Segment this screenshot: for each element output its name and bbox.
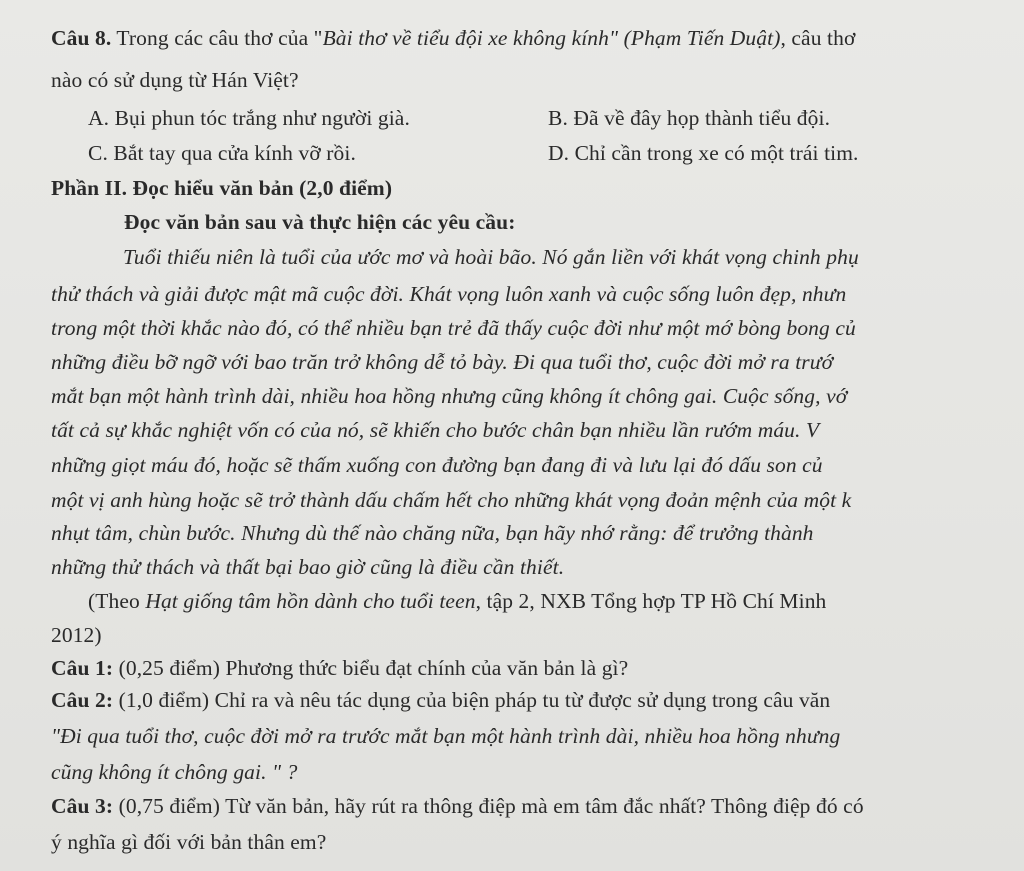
passage-line-6: tất cả sự khắc nghiệt vốn có của nó, sẽ khiến cho bước chân bạn nhiều lần rướm máu. V — [51, 418, 820, 442]
q3-text: (0,75 điểm) Từ văn bản, hãy rút ra thông điệp mà em tâm đắc nhất? Thông điệp đó có — [113, 794, 864, 818]
q2-label: Câu 2: — [51, 688, 114, 712]
passage-line-1: Tuổi thiếu niên là tuổi của ước mơ và hoài bão. Nó gắn liền với khát vọng chinh phụ — [123, 245, 859, 269]
q3-label: Câu 3: — [51, 794, 114, 818]
q8-option-a: A. Bụi phun tóc trắng như người già. — [88, 106, 410, 130]
q8-poem-title: Bài thơ về tiểu đội xe không kính — [322, 26, 609, 50]
passage-line-10: những thử thách và thất bại bao giờ cũng là điều cần thiết. — [51, 555, 565, 579]
q8-option-d: D. Chỉ cần trong xe có một trái tim. — [548, 141, 859, 165]
q2-text: (1,0 điểm) Chỉ ra và nêu tác dụng của biện pháp tu từ được sử dụng trong câu văn — [113, 688, 831, 712]
q8-label: Câu 8. — [51, 26, 112, 50]
q1-label: Câu 1: — [51, 656, 114, 680]
part2-instruction: Đọc văn bản sau và thực hiện các yêu cầu: — [124, 210, 516, 234]
source-suffix: , tập 2, NXB Tổng hợp TP Hồ Chí Minh — [475, 589, 827, 613]
passage-line-8: một vị anh hùng hoặc sẽ trở thành dấu chấm hết cho những khát vọng đoản mệnh của một k — [51, 488, 852, 512]
question-2 — [51, 686, 830, 714]
part2-heading: Phần II. Đọc hiểu văn bản (2,0 điểm) — [51, 176, 393, 200]
question-3 — [51, 792, 864, 820]
q3-line-2: ý nghĩa gì đối với bản thân em? — [51, 830, 327, 854]
source-prefix: (Theo — [88, 589, 146, 613]
passage-line-9: nhụt tâm, chùn bước. Nhưng dù thế nào chăng nữa, bạn hãy nhớ rằng: để trưởng thành — [51, 521, 814, 545]
q1-text: (0,25 điểm) Phương thức biểu đạt chính của văn bản là gì? — [113, 656, 629, 680]
source-line-2: 2012) — [51, 623, 102, 647]
q8-text: Trong các câu thơ của " — [111, 26, 323, 50]
passage-line-7: những giọt máu đó, hoặc sẽ thấm xuống con đường bạn đang đi và lưu lại đó dấu son củ — [51, 453, 823, 477]
q8-line2: nào có sử dụng từ Hán Việt? — [51, 68, 299, 92]
q8-author: " (Phạm Tiến Duật) — [608, 26, 781, 50]
q8-text-end: , câu thơ — [780, 26, 856, 50]
passage-line-3: trong một thời khắc nào đó, có thể nhiều bạn trẻ đã thấy cuộc đời như một mớ bòng bong củ — [51, 316, 856, 340]
q8-option-b: B. Đã về đây họp thành tiểu đội. — [548, 106, 831, 130]
q2-quote-line-1: "Đi qua tuổi thơ, cuộc đời mở ra trước mắt bạn một hành trình dài, nhiều hoa hồng nhưng — [51, 724, 841, 748]
question-1 — [51, 654, 628, 682]
passage-line-2: thử thách và giải được mật mã cuộc đời. Khát vọng luôn xanh và cuộc sống luôn đẹp, nhưn — [51, 282, 847, 306]
source-book-title: Hạt giống tâm hồn dành cho tuổi teen — [145, 589, 476, 613]
passage-line-4: những điều bỡ ngỡ với bao trăn trở không dễ tỏ bày. Đi qua tuổi thơ, cuộc đời mở ra trướ — [51, 350, 834, 374]
passage-line-5: mắt bạn một hành trình dài, nhiều hoa hồng nhưng cũng không ít chông gai. Cuộc sống, vớ — [51, 384, 848, 408]
q8-option-c: C. Bắt tay qua cửa kính vỡ rồi. — [88, 141, 356, 165]
q2-quote-line-2: cũng không ít chông gai. " ? — [51, 760, 298, 784]
q8-line1 — [51, 24, 855, 52]
source-line-1 — [88, 587, 826, 615]
